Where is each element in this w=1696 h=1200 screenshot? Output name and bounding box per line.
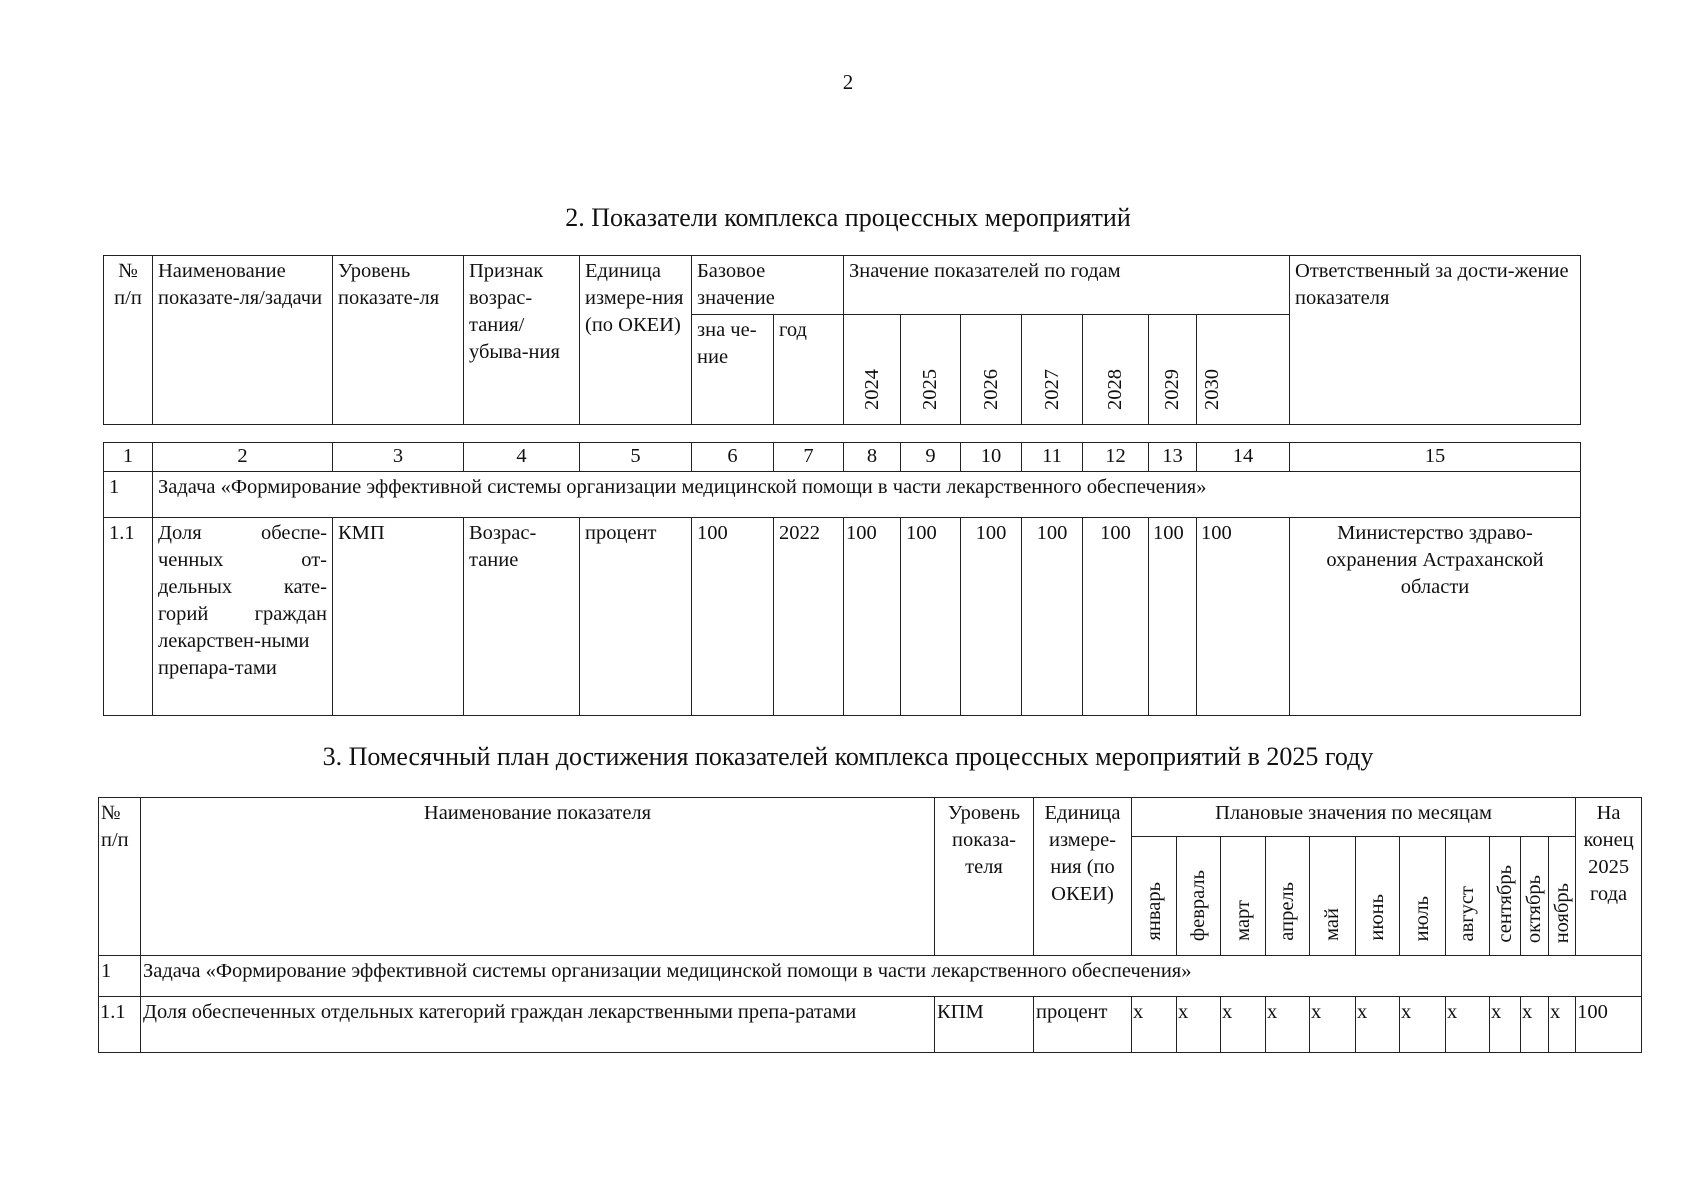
header-year-2024 xyxy=(844,315,901,425)
plan-indicator-name: Доля обеспеченных отдельных категорий граждан лекарственными препа-ратами xyxy=(141,997,935,1053)
indicator-value-2025: 100 xyxy=(901,518,961,716)
column-number: 1 xyxy=(104,443,153,472)
year-label: 2024 xyxy=(860,369,883,410)
header-year-2028 xyxy=(1083,315,1149,425)
indicator-value-2024: 100 xyxy=(844,518,901,716)
section2-title: 2. Показатели комплекса процессных мероприятий xyxy=(565,203,1131,232)
header-year-2030 xyxy=(1197,315,1290,425)
plan-indicator-num: 1.1 xyxy=(99,997,141,1053)
plan-indicator-level: КПМ xyxy=(935,997,1034,1053)
year-label: 2025 xyxy=(919,369,942,410)
year-label: 2030 xyxy=(1201,369,1224,410)
month-label: июль xyxy=(1411,895,1433,941)
indicator-base-value: 100 xyxy=(692,518,774,716)
column-number: 5 xyxy=(580,443,692,472)
month-may xyxy=(1310,837,1356,956)
indicators-table xyxy=(103,442,1581,716)
plan-header-months: Плановые значения по месяцам xyxy=(1132,798,1576,837)
indicator-num: 1.1 xyxy=(104,518,153,716)
header-year-2027 xyxy=(1022,315,1083,425)
plan-task-text: Задача «Формирование эффективной системы организации медицинской помощи в части лекарственного обеспечения» xyxy=(141,956,1642,997)
task-num: 1 xyxy=(104,472,153,518)
column-number: 6 xyxy=(692,443,774,472)
plan-header-unit: Единица измере-ния (по ОКЕИ) xyxy=(1034,798,1132,956)
indicator-value-2027: 100 xyxy=(1022,518,1083,716)
column-number: 10 xyxy=(961,443,1022,472)
column-number: 9 xyxy=(901,443,961,472)
plan-value-march: x xyxy=(1221,997,1266,1053)
column-number: 14 xyxy=(1197,443,1290,472)
plan-value-april: x xyxy=(1266,997,1310,1053)
month-november xyxy=(1549,837,1576,956)
column-number: 15 xyxy=(1290,443,1581,472)
year-label: 2029 xyxy=(1161,369,1184,410)
plan-header-level: Уровень показа-теля xyxy=(935,798,1034,956)
column-number: 3 xyxy=(333,443,464,472)
month-february xyxy=(1177,837,1221,956)
year-label: 2027 xyxy=(1040,369,1063,410)
month-january xyxy=(1132,837,1177,956)
indicator-name: Доля обеспе-ченных от-дельных кате-горий граждан лекарствен-ными препара-тами xyxy=(153,518,333,716)
month-label: март xyxy=(1231,900,1254,941)
header-base: Базовое значение xyxy=(692,256,844,315)
plan-value-september: x xyxy=(1490,997,1521,1053)
plan-value-may: x xyxy=(1310,997,1356,1053)
month-label: август xyxy=(1456,885,1478,941)
month-october xyxy=(1521,837,1549,956)
indicator-row xyxy=(104,518,1581,716)
month-label: январь xyxy=(1142,882,1165,941)
month-label: июнь xyxy=(1366,894,1388,941)
month-label: февраль xyxy=(1187,869,1209,941)
header-responsible: Ответственный за дости-жение показателя xyxy=(1290,256,1581,425)
indicator-trend: Возрас-тание xyxy=(464,518,580,716)
plan-value-january: x xyxy=(1132,997,1177,1053)
plan-header-num: № п/п xyxy=(99,798,141,956)
plan-task-row xyxy=(99,956,1642,997)
month-june xyxy=(1356,837,1400,956)
indicator-value-2028: 100 xyxy=(1083,518,1149,716)
plan-task-num: 1 xyxy=(99,956,141,997)
header-level: Уровень показате-ля xyxy=(333,256,464,425)
plan-value-june: x xyxy=(1356,997,1400,1053)
column-number: 11 xyxy=(1022,443,1083,472)
indicator-value-2026: 100 xyxy=(961,518,1022,716)
plan-value-august: x xyxy=(1446,997,1490,1053)
indicator-level: КМП xyxy=(333,518,464,716)
month-september xyxy=(1490,837,1521,956)
plan-indicator-unit: процент xyxy=(1034,997,1132,1053)
year-label: 2028 xyxy=(1104,369,1127,410)
column-number: 8 xyxy=(844,443,901,472)
month-label: ноябрь xyxy=(1551,882,1573,943)
month-label: октябрь xyxy=(1523,874,1545,943)
indicator-base-year: 2022 xyxy=(774,518,844,716)
month-april xyxy=(1266,837,1310,956)
indicator-responsible: Министерство здраво-охранения Астраханской области xyxy=(1290,518,1581,716)
indicator-unit: процент xyxy=(580,518,692,716)
month-label: апрель xyxy=(1276,882,1298,941)
header-year-2026 xyxy=(961,315,1022,425)
plan-header-year-end: На конец 2025 года xyxy=(1576,798,1642,956)
header-year-2025 xyxy=(901,315,961,425)
column-number: 2 xyxy=(153,443,333,472)
header-base-year: год xyxy=(774,315,844,425)
plan-value-november: x xyxy=(1549,997,1576,1053)
header-num: № п/п xyxy=(104,256,153,425)
column-number: 4 xyxy=(464,443,580,472)
plan-value-february: x xyxy=(1177,997,1221,1053)
plan-header-name: Наименование показателя xyxy=(141,798,935,956)
month-march xyxy=(1221,837,1266,956)
indicators-header-table xyxy=(103,255,1581,425)
header-name: Наименование показате-ля/задачи xyxy=(153,256,333,425)
month-july xyxy=(1400,837,1446,956)
header-base-value: зна че-ние xyxy=(692,315,774,425)
indicator-value-2030: 100 xyxy=(1197,518,1290,716)
month-label: сентябрь xyxy=(1493,865,1516,943)
column-number: 7 xyxy=(774,443,844,472)
column-number: 12 xyxy=(1083,443,1149,472)
plan-value-july: x xyxy=(1400,997,1446,1053)
header-unit: Единица измере-ния (по ОКЕИ) xyxy=(580,256,692,425)
column-number-row xyxy=(104,443,1581,472)
header-by-years: Значение показателей по годам xyxy=(844,256,1290,315)
task-row xyxy=(104,472,1581,518)
plan-value-year-end: 100 xyxy=(1576,997,1642,1053)
plan-value-october: x xyxy=(1521,997,1549,1053)
section3-title: 3. Помесячный план достижения показателей комплекса процессных мероприятий в 2025 году xyxy=(322,742,1374,771)
page-number: 2 xyxy=(842,70,854,94)
indicator-value-2029: 100 xyxy=(1149,518,1197,716)
year-label: 2026 xyxy=(979,369,1002,410)
month-label: май xyxy=(1321,908,1343,941)
header-trend: Признак возрас-тания/ убыва-ния xyxy=(464,256,580,425)
month-august xyxy=(1446,837,1490,956)
column-number: 13 xyxy=(1149,443,1197,472)
task-text: Задача «Формирование эффективной системы организации медицинской помощи в части лекарственного обеспечения» xyxy=(153,472,1581,518)
header-year-2029 xyxy=(1149,315,1197,425)
monthly-plan-table xyxy=(98,797,1642,1053)
plan-indicator-row xyxy=(99,997,1642,1053)
